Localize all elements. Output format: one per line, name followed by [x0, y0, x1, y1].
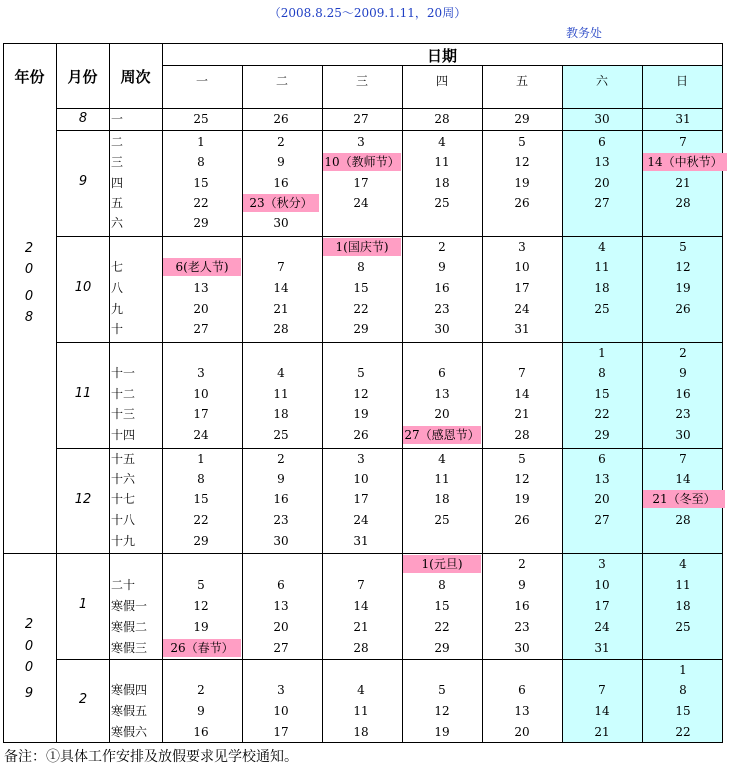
day-cell: 16	[273, 492, 289, 506]
day-cell: 30	[434, 322, 450, 336]
day-cell: 25	[434, 196, 450, 210]
day-cell: 9	[438, 260, 446, 274]
day-cell: 18	[594, 281, 610, 295]
day-cell: 15	[594, 387, 610, 401]
holiday-cell: 1(元旦)	[403, 555, 481, 573]
day-cell: 22	[434, 620, 450, 634]
day-cell: 14	[594, 704, 610, 718]
day-cell: 11	[675, 578, 691, 592]
grid-line	[242, 65, 243, 742]
week-label: 四	[111, 176, 124, 190]
week-label: 十七	[111, 492, 136, 506]
week-label: 五	[111, 196, 124, 210]
day-cell: 3	[197, 366, 205, 380]
day-cell: 10	[514, 260, 530, 274]
day-cell: 19	[514, 176, 530, 190]
week-label: 十二	[111, 387, 136, 401]
day-cell: 24	[193, 428, 209, 442]
day-cell: 14	[514, 387, 530, 401]
grid-line	[56, 236, 723, 237]
day-cell: 13	[594, 472, 610, 486]
week-label: 寒假五	[111, 704, 148, 718]
month-label: 9	[78, 174, 88, 189]
grid-line	[3, 742, 723, 743]
day-cell: 21	[514, 407, 530, 421]
day-cell: 23	[434, 302, 450, 316]
week-label: 十四	[111, 428, 136, 442]
year-column-header: 年份	[14, 68, 45, 86]
day-cell: 22	[594, 407, 610, 421]
week-column-header: 周次	[120, 68, 151, 86]
day-cell: 7	[679, 135, 687, 149]
day-cell: 31	[353, 534, 369, 548]
grid-line	[562, 65, 563, 742]
day-cell: 19	[193, 620, 209, 634]
day-cell: 6	[277, 578, 285, 592]
office-label: 教务处	[566, 26, 603, 40]
weekday-header: 日	[675, 74, 688, 88]
day-cell: 17	[353, 492, 369, 506]
week-label: 二	[111, 135, 124, 149]
day-cell: 18	[434, 492, 450, 506]
day-cell: 30	[594, 112, 610, 126]
day-cell: 31	[514, 322, 530, 336]
grid-line	[56, 342, 723, 343]
day-cell: 26	[514, 513, 530, 527]
day-cell: 19	[353, 407, 369, 421]
day-cell: 28	[675, 513, 691, 527]
day-cell: 7	[679, 452, 687, 466]
day-cell: 20	[514, 725, 530, 739]
day-cell: 19	[514, 492, 530, 506]
day-cell: 11	[273, 387, 289, 401]
grid-line	[162, 43, 163, 742]
day-cell: 14	[353, 599, 369, 613]
week-label: 十八	[111, 513, 136, 527]
week-label: 三	[111, 155, 124, 169]
day-cell: 20	[193, 302, 209, 316]
day-cell: 12	[193, 599, 209, 613]
day-cell: 13	[273, 599, 289, 613]
day-cell: 28	[273, 322, 289, 336]
year-digit: 8	[24, 310, 34, 325]
day-cell: 27	[353, 112, 369, 126]
day-cell: 4	[438, 135, 446, 149]
year-digit: 2	[24, 617, 34, 632]
day-cell: 6	[438, 366, 446, 380]
grid-line	[56, 130, 723, 131]
day-cell: 10	[273, 704, 289, 718]
weekday-header: 三	[355, 74, 368, 88]
day-cell: 13	[514, 704, 530, 718]
day-cell: 7	[357, 578, 365, 592]
day-cell: 15	[434, 599, 450, 613]
week-label: 十五	[111, 452, 136, 466]
day-cell: 4	[598, 240, 606, 254]
day-cell: 15	[193, 492, 209, 506]
weekday-header: 五	[515, 74, 528, 88]
day-cell: 28	[675, 196, 691, 210]
day-cell: 15	[675, 704, 691, 718]
day-cell: 12	[514, 472, 530, 486]
day-cell: 8	[357, 260, 365, 274]
week-label: 十六	[111, 472, 136, 486]
week-label: 寒假一	[111, 599, 148, 613]
day-cell: 17	[594, 599, 610, 613]
holiday-cell: 26（春节）	[163, 639, 241, 657]
day-cell: 13	[594, 155, 610, 169]
day-cell: 11	[594, 260, 610, 274]
year-digit: 9	[24, 686, 34, 701]
day-cell: 15	[353, 281, 369, 295]
holiday-cell: 1(国庆节)	[323, 238, 401, 256]
day-cell: 7	[277, 260, 285, 274]
week-label: 寒假三	[111, 641, 148, 655]
day-cell: 22	[193, 196, 209, 210]
day-cell: 2	[277, 135, 285, 149]
grid-line	[56, 108, 723, 109]
day-cell: 19	[675, 281, 691, 295]
day-cell: 24	[514, 302, 530, 316]
day-cell: 16	[193, 725, 209, 739]
day-cell: 2	[438, 240, 446, 254]
day-cell: 9	[277, 472, 285, 486]
day-cell: 27	[594, 513, 610, 527]
day-cell: 9	[277, 155, 285, 169]
day-cell: 17	[514, 281, 530, 295]
day-cell: 16	[273, 176, 289, 190]
day-cell: 30	[514, 641, 530, 655]
day-cell: 23	[273, 513, 289, 527]
year-digit: 0	[24, 289, 34, 304]
year-digit: 0	[24, 639, 34, 654]
day-cell: 13	[193, 281, 209, 295]
day-cell: 3	[598, 557, 606, 571]
day-cell: 24	[353, 513, 369, 527]
day-cell: 23	[675, 407, 691, 421]
day-cell: 27	[594, 196, 610, 210]
holiday-cell: 14（中秋节）	[643, 153, 727, 171]
day-cell: 3	[277, 683, 285, 697]
day-cell: 7	[518, 366, 526, 380]
day-cell: 8	[438, 578, 446, 592]
grid-line	[56, 448, 723, 449]
day-cell: 23	[514, 620, 530, 634]
day-cell: 4	[438, 452, 446, 466]
day-cell: 9	[518, 578, 526, 592]
day-cell: 9	[197, 704, 205, 718]
week-label: 十三	[111, 407, 136, 421]
day-cell: 2	[679, 346, 687, 360]
day-cell: 11	[434, 472, 450, 486]
day-cell: 29	[193, 534, 209, 548]
week-label: 寒假二	[111, 620, 148, 634]
day-cell: 17	[353, 176, 369, 190]
week-label: 十九	[111, 534, 136, 548]
grid-line	[722, 43, 723, 742]
day-cell: 21	[675, 176, 691, 190]
week-label: 寒假六	[111, 725, 148, 739]
day-cell: 16	[434, 281, 450, 295]
month-label: 12	[74, 492, 92, 507]
day-cell: 10	[193, 387, 209, 401]
month-label: 2	[78, 692, 88, 707]
day-cell: 25	[193, 112, 209, 126]
day-cell: 28	[434, 112, 450, 126]
grid-line	[3, 43, 723, 44]
day-cell: 22	[353, 302, 369, 316]
day-cell: 27	[273, 641, 289, 655]
holiday-cell: 21（冬至）	[643, 490, 725, 508]
day-cell: 4	[277, 366, 285, 380]
year-digit: 2	[24, 241, 34, 256]
day-cell: 25	[434, 513, 450, 527]
day-cell: 5	[518, 135, 526, 149]
month-column-header: 月份	[67, 68, 98, 86]
day-cell: 26	[514, 196, 530, 210]
day-cell: 20	[594, 492, 610, 506]
day-cell: 3	[518, 240, 526, 254]
day-cell: 24	[594, 620, 610, 634]
day-cell: 21	[273, 302, 289, 316]
day-cell: 7	[598, 683, 606, 697]
day-cell: 31	[594, 641, 610, 655]
day-cell: 6	[598, 452, 606, 466]
day-cell: 30	[675, 428, 691, 442]
day-cell: 26	[273, 112, 289, 126]
day-cell: 5	[679, 240, 687, 254]
day-cell: 9	[679, 366, 687, 380]
year-digit: 0	[24, 660, 34, 675]
day-cell: 30	[273, 534, 289, 548]
day-cell: 19	[434, 725, 450, 739]
day-cell: 25	[675, 620, 691, 634]
holiday-cell: 6(老人节)	[163, 258, 241, 276]
day-cell: 8	[598, 366, 606, 380]
month-label: 10	[74, 280, 92, 295]
footnote: 备注：①具体工作安排及放假要求见学校通知。	[4, 749, 298, 765]
day-cell: 3	[357, 135, 365, 149]
day-cell: 26	[675, 302, 691, 316]
day-cell: 10	[353, 472, 369, 486]
day-cell: 11	[434, 155, 450, 169]
day-cell: 1	[679, 663, 687, 677]
grid-line	[482, 65, 483, 742]
day-cell: 24	[353, 196, 369, 210]
day-cell: 10	[594, 578, 610, 592]
week-label: 九	[111, 302, 124, 316]
week-label: 一	[111, 112, 124, 126]
holiday-cell: 23（秋分）	[243, 194, 319, 212]
day-cell: 8	[197, 472, 205, 486]
day-cell: 29	[434, 641, 450, 655]
day-cell: 5	[197, 578, 205, 592]
day-cell: 14	[273, 281, 289, 295]
week-label: 六	[111, 216, 124, 230]
day-cell: 8	[197, 155, 205, 169]
week-label: 寒假四	[111, 683, 148, 697]
day-cell: 25	[273, 428, 289, 442]
day-cell: 26	[353, 428, 369, 442]
day-cell: 11	[353, 704, 369, 718]
day-cell: 22	[675, 725, 691, 739]
day-cell: 16	[675, 387, 691, 401]
day-cell: 29	[514, 112, 530, 126]
holiday-cell: 27（感恩节）	[404, 428, 480, 442]
day-cell: 1	[197, 452, 205, 466]
day-cell: 22	[193, 513, 209, 527]
weekday-header: 四	[435, 74, 448, 88]
day-cell: 6	[518, 683, 526, 697]
month-label: 1	[78, 597, 88, 612]
day-cell: 18	[353, 725, 369, 739]
day-cell: 18	[273, 407, 289, 421]
calendar-subtitle: （2008.8.25～2009.1.11，20周）	[268, 6, 467, 20]
day-cell: 20	[594, 176, 610, 190]
weekday-header: 一	[195, 74, 208, 88]
day-cell: 21	[594, 725, 610, 739]
day-cell: 1	[197, 135, 205, 149]
day-cell: 29	[193, 216, 209, 230]
week-label: 十一	[111, 366, 136, 380]
day-cell: 4	[679, 557, 687, 571]
day-cell: 12	[434, 704, 450, 718]
grid-line	[3, 43, 4, 742]
day-cell: 25	[594, 302, 610, 316]
weekday-header: 二	[275, 74, 288, 88]
day-cell: 30	[273, 216, 289, 230]
day-cell: 17	[193, 407, 209, 421]
day-cell: 1	[598, 346, 606, 360]
day-cell: 17	[273, 725, 289, 739]
day-cell: 31	[675, 112, 691, 126]
day-cell: 12	[353, 387, 369, 401]
day-cell: 5	[518, 452, 526, 466]
day-cell: 28	[353, 641, 369, 655]
weekday-header: 六	[595, 74, 608, 88]
day-cell: 2	[197, 683, 205, 697]
day-cell: 2	[518, 557, 526, 571]
day-cell: 29	[594, 428, 610, 442]
day-cell: 6	[598, 135, 606, 149]
day-cell: 15	[193, 176, 209, 190]
day-cell: 12	[675, 260, 691, 274]
date-column-header: 日期	[426, 47, 457, 65]
grid-line	[56, 659, 723, 660]
day-cell: 5	[357, 366, 365, 380]
day-cell: 18	[675, 599, 691, 613]
week-label: 八	[111, 281, 124, 295]
day-cell: 20	[434, 407, 450, 421]
day-cell: 12	[514, 155, 530, 169]
day-cell: 29	[353, 322, 369, 336]
week-label: 十	[111, 322, 124, 336]
month-label: 11	[74, 386, 92, 401]
day-cell: 27	[193, 322, 209, 336]
grid-line	[3, 553, 723, 554]
day-cell: 21	[353, 620, 369, 634]
day-cell: 18	[434, 176, 450, 190]
grid-line	[109, 43, 110, 742]
month-label: 8	[78, 111, 88, 126]
day-cell: 4	[357, 683, 365, 697]
week-label: 二十	[111, 578, 136, 592]
day-cell: 3	[357, 452, 365, 466]
day-cell: 28	[514, 428, 530, 442]
day-cell: 2	[277, 452, 285, 466]
day-cell: 5	[438, 683, 446, 697]
grid-line	[162, 65, 723, 66]
day-cell: 8	[679, 683, 687, 697]
day-cell: 13	[434, 387, 450, 401]
week-label: 七	[111, 260, 124, 274]
day-cell: 14	[675, 472, 691, 486]
grid-line	[402, 65, 403, 742]
holiday-cell: 10（教师节）	[324, 155, 400, 169]
day-cell: 20	[273, 620, 289, 634]
year-digit: 0	[24, 262, 34, 277]
day-cell: 16	[514, 599, 530, 613]
